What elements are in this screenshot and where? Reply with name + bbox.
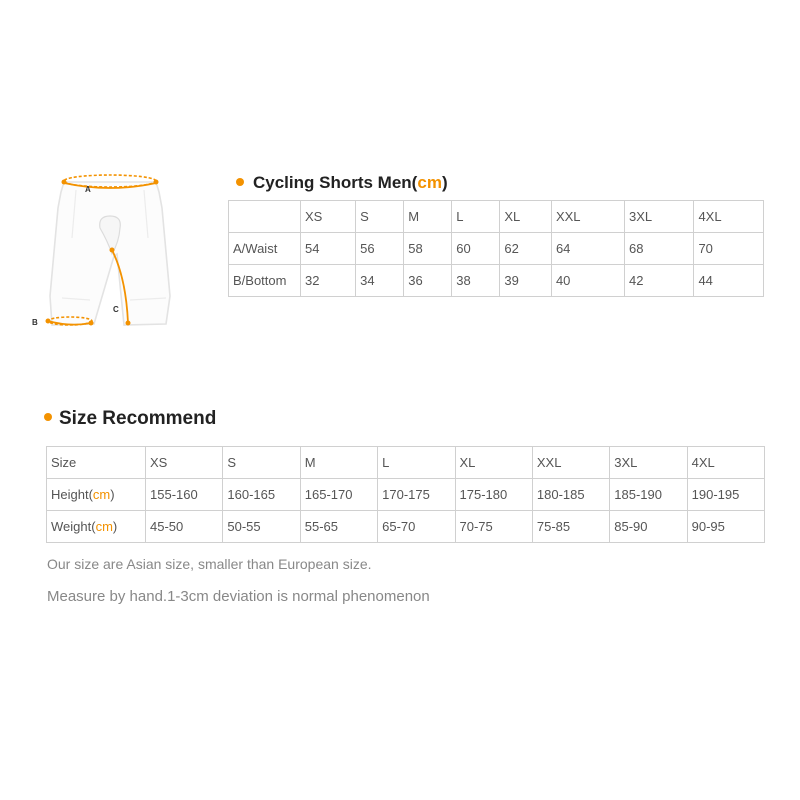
shorts-chart-title: Cycling Shorts Men(cm)	[236, 173, 448, 193]
bullet-icon	[236, 178, 244, 186]
table-cell: 39	[500, 265, 552, 297]
table-cell: 4XL	[694, 201, 764, 233]
table-header-row	[47, 447, 765, 479]
table-row	[47, 479, 765, 511]
table-cell	[229, 201, 301, 233]
table-cell: 175-180	[455, 479, 532, 511]
table-cell: 60	[452, 233, 500, 265]
label-b: B	[32, 318, 38, 327]
table-cell: XL	[500, 201, 552, 233]
table-cell: M	[300, 447, 377, 479]
table-cell: 54	[301, 233, 356, 265]
table-cell: S	[223, 447, 300, 479]
table-cell: XS	[146, 447, 223, 479]
table-cell: 170-175	[378, 479, 455, 511]
table-cell: 3XL	[610, 447, 687, 479]
table-cell: 65-70	[378, 511, 455, 543]
table-row	[47, 511, 765, 543]
table-cell: 4XL	[687, 447, 764, 479]
table-cell: 70-75	[455, 511, 532, 543]
table-cell: 42	[624, 265, 693, 297]
table-cell: L	[378, 447, 455, 479]
label-c: C	[113, 305, 119, 314]
table-cell: XXL	[532, 447, 609, 479]
table-cell: 45-50	[146, 511, 223, 543]
label-a: A	[85, 185, 91, 194]
table-cell: 165-170	[300, 479, 377, 511]
table-cell: 40	[551, 265, 624, 297]
table-cell: 32	[301, 265, 356, 297]
row-label: Size	[47, 447, 146, 479]
table-header-row	[229, 201, 764, 233]
table-cell: 75-85	[532, 511, 609, 543]
table-cell: 44	[694, 265, 764, 297]
table-cell: XL	[455, 447, 532, 479]
table-cell: M	[404, 201, 452, 233]
shorts-diagram	[28, 168, 178, 338]
table-cell: 68	[624, 233, 693, 265]
table-cell: 38	[452, 265, 500, 297]
measure-note: Measure by hand.1-3cm deviation is normal phenomenon	[47, 588, 430, 605]
table-cell: 64	[551, 233, 624, 265]
table-cell: 90-95	[687, 511, 764, 543]
size-recommend-table	[46, 446, 765, 543]
table-cell: 190-195	[687, 479, 764, 511]
shorts-outline	[50, 182, 170, 325]
table-cell: L	[452, 201, 500, 233]
shorts-size-table	[228, 200, 764, 297]
size-note: Our size are Asian size, smaller than European size.	[47, 556, 372, 572]
shorts-illustration	[28, 168, 178, 338]
table-cell: 55-65	[300, 511, 377, 543]
table-cell: 50-55	[223, 511, 300, 543]
row-label: B/Bottom	[229, 265, 301, 297]
table-cell: 70	[694, 233, 764, 265]
table-cell: 180-185	[532, 479, 609, 511]
table-cell: 185-190	[610, 479, 687, 511]
row-label: Height(cm)	[47, 479, 146, 511]
table-cell: 58	[404, 233, 452, 265]
table-cell: 56	[356, 233, 404, 265]
row-label: Weight(cm)	[47, 511, 146, 543]
table-cell: 160-165	[223, 479, 300, 511]
table-cell: 34	[356, 265, 404, 297]
table-cell: 62	[500, 233, 552, 265]
table-cell: 155-160	[146, 479, 223, 511]
table-cell: XS	[301, 201, 356, 233]
table-row	[229, 233, 764, 265]
table-cell: XXL	[551, 201, 624, 233]
table-cell: S	[356, 201, 404, 233]
table-cell: 36	[404, 265, 452, 297]
size-recommend-title: Size Recommend	[44, 408, 216, 430]
bullet-icon	[44, 413, 52, 421]
row-label: A/Waist	[229, 233, 301, 265]
table-cell: 85-90	[610, 511, 687, 543]
table-cell: 3XL	[624, 201, 693, 233]
table-row	[229, 265, 764, 297]
